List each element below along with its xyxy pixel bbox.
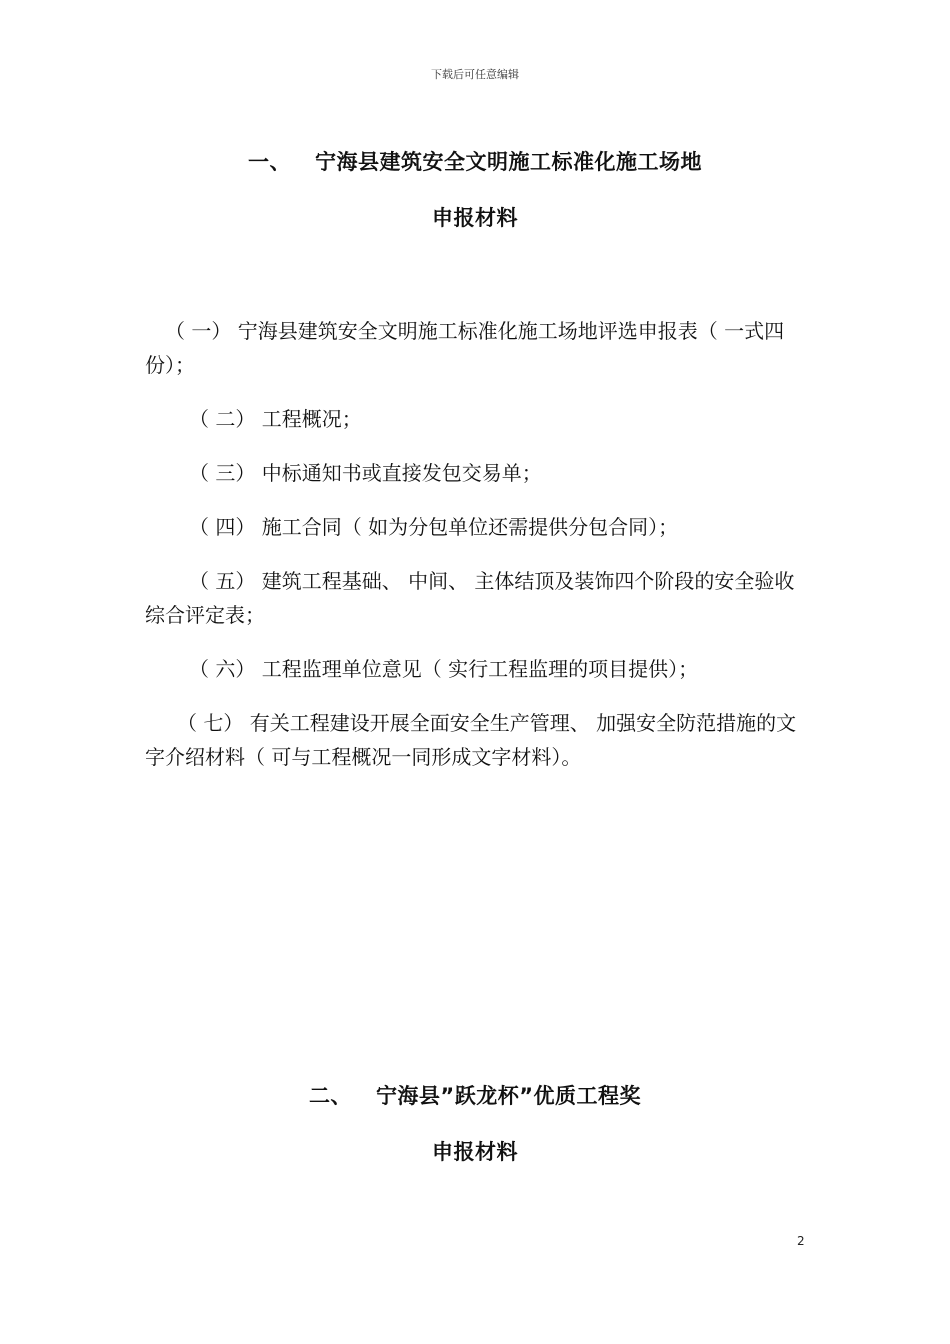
list-item: （ 六） 工程监理单位意见（ 实行工程监理的项目提供）； <box>189 657 699 681</box>
list-item: （ 七） 有关工程建设开展全面安全生产管理、 加强安全防范措施的文字介绍材料（ 可与工程概况一同形成文字材料）。 <box>145 711 797 769</box>
list-item: （ 一） 宁海县建筑安全文明施工标准化施工场地评选申报表（ 一式四份）； <box>145 319 785 377</box>
list-item: （ 三） 中标通知书或直接发包交易单； <box>189 461 542 485</box>
section-1-title <box>0 146 950 176</box>
section-2-title <box>0 1080 950 1110</box>
section-1-subtitle: 申报材料 <box>432 206 518 230</box>
list-item: （ 四） 施工合同（ 如为分包单位还需提供分包合同）； <box>189 515 679 539</box>
section-1-title-text: 宁海县建筑安全文明施工标准化施工场地 <box>315 150 702 174</box>
section-1-number: 一、 <box>248 150 291 174</box>
list-item: （ 五） 建筑工程基础、 中间、 主体结顶及装饰四个阶段的安全验收综合评定表； <box>145 569 795 627</box>
section-2-subtitle: 申报材料 <box>432 1140 518 1164</box>
list-item: （ 二） 工程概况； <box>189 407 362 431</box>
section-2-number: 二、 <box>308 1084 352 1108</box>
page-number: 2 <box>797 1234 805 1248</box>
materials-list <box>145 314 800 794</box>
section-2-title-text: 宁海县”跃龙杯”优质工程奖 <box>375 1084 642 1108</box>
page-header-note: 下载后可任意编辑 <box>431 68 519 81</box>
